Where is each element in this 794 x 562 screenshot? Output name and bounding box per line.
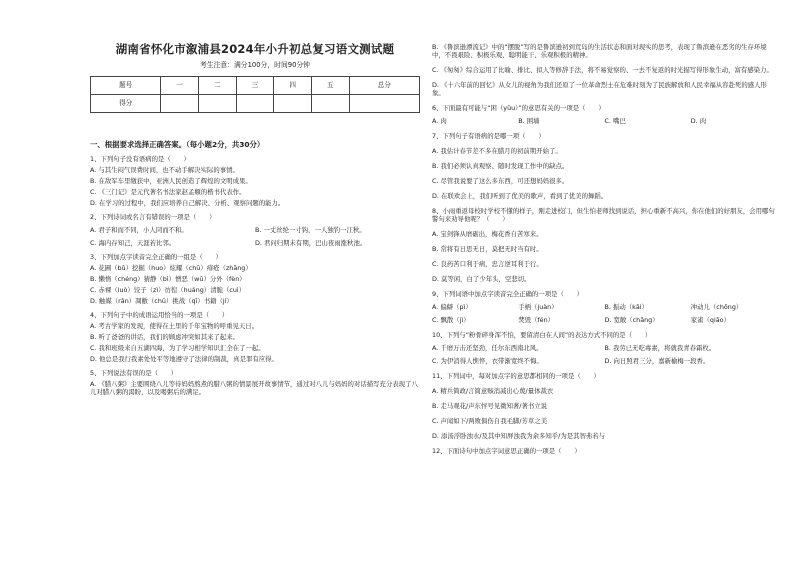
question-11: 11、下列词中，每对加点字的意思都相同的一项是（ ） <box>432 372 600 380</box>
option-7c: C. 尽管我说要了这么多东西，可还想妈妈很多。 <box>432 177 569 185</box>
score-table-score-row <box>91 94 420 112</box>
score-cell: 得分 <box>91 94 161 112</box>
option-9c-2: 焚毁（fén） <box>518 316 555 324</box>
score-table <box>90 76 420 113</box>
options-row <box>432 117 777 125</box>
question-12: 12、下面诗句中加点字词意思正确的一项是（ ） <box>432 447 581 455</box>
option-9b: B. 振动（kāi） <box>604 303 648 311</box>
question-6: 6、下面最有可能与“困（yǔu）”的意思有关的一项是（ ） <box>432 104 605 112</box>
score-cell[interactable] <box>199 94 237 112</box>
option-11a: A. 精兵简政/言简意赅消减出心蔑/量体裁衣 <box>432 387 554 395</box>
page-title: 湖南省怀化市溆浦县2024年小升初总复习语文测试题 <box>115 42 395 56</box>
option-3a: A. 花圃（bǔ）挖掘（huo）炫耀（chū）痱疮（zhāng） <box>90 264 252 273</box>
option-5b: B. 《鲁滨逊漂流记》中的“摆脱”写的是鲁滨逊初到荒岛的生活状态和面对现实的思考，表现了鲁滨逊在恶劣的生存环境中，不畏艰险、积极乐观、聪明能干、乐观积极的精神。 <box>432 43 767 59</box>
options-row <box>90 226 420 234</box>
option-8a: A. 宝剑锋从磨砺出，梅花香自苦寒来。 <box>432 230 543 238</box>
option-4d: D. 他总是我行我素处处平等地遵守了法律的制裁，真是罪有应得。 <box>90 355 278 364</box>
question-10: 10、下列与“粉骨碎身浑不怕，要留清白在人间”的表达方式不同的是（ ） <box>432 331 652 339</box>
option-6a: A. 肉 <box>432 117 447 125</box>
option-2b: B. 一丈丝纶一寸钩，一人独钓一江秋。 <box>255 226 366 235</box>
option-7b: B. 我们必须认真观察、随时发现工作中的缺点。 <box>432 162 569 170</box>
option-6d: D. 肉 <box>690 117 707 125</box>
question-5: 5、下列说法有误的是（ ） <box>90 369 178 378</box>
option-1c: C. 《三门记》是元代著名书法家赵孟頫的楷书代表作。 <box>90 188 246 197</box>
option-10c: C. 为伊消得人憔悴，衣带渐宽终不悔。 <box>432 357 543 365</box>
score-cell[interactable] <box>349 94 419 112</box>
score-cell[interactable] <box>236 94 274 112</box>
option-6c: C. 嘴巴 <box>604 117 626 125</box>
option-10b: B. 我劳已无吃毒素，将就我青春霜枚。 <box>604 344 716 352</box>
exam-notice: 考生注意：满分100分，时间90分钟 <box>200 61 310 70</box>
option-2d: D. 君问归期未有期，巴山夜雨涨秋池。 <box>255 239 367 248</box>
option-5a: A. 《腊八粥》主要围绕八儿等待妈妈熬煮的腊八粥的情景展开故事情节，通过对八儿与妈妈的对话描写充分表现了八儿对腊八粥的渴盼，以及喝粥后的满足。 <box>90 380 418 397</box>
option-9a-2: 手柄（juàn） <box>518 303 558 311</box>
option-4b: B. 听了爸爸的讲话，我们的顾虑冲突如其来了起来。 <box>90 333 240 342</box>
section-heading: 一、根据要求选择正确答案。（每小题2分，共30分） <box>90 139 265 149</box>
option-2a: A. 君子和而不同，小人同而不和。 <box>90 226 188 235</box>
right-column <box>432 36 777 458</box>
option-1d: D. 在学习的过程中，我们应培养自己解决、分析、观察问题的能力。 <box>90 199 285 208</box>
question-1: 1、下列句子没有语病的是（ ） <box>90 155 190 164</box>
option-10d: D. 向日照君三分，嘉新榆梅一段香。 <box>604 357 710 365</box>
option-2c: C. 海内存知己，天涯若比邻。 <box>90 239 176 248</box>
score-cell: 三 <box>236 76 274 94</box>
question-2: 2、下列诗词或名言有错误的一项是（ ） <box>90 213 216 222</box>
score-cell: 五 <box>311 76 349 94</box>
option-5c: C. 《匆匆》综合运用了比喻、排比、拟人等修辞手法，将不易觉察的、一去不复返的时光描写得形象生动，富有感染力。 <box>432 66 773 74</box>
option-7d: D. 在联欢会上，我们听到了优美的歌声，看到了优美的舞蹈。 <box>432 192 608 200</box>
score-cell: 题号 <box>91 76 161 94</box>
question-9: 9、下列词语中加点字读音完全正确的一项是（ ） <box>432 290 584 298</box>
score-table-header-row <box>91 76 420 94</box>
option-11c: C. 声闻如下/两败俱伤自我毛脚/芳草之美 <box>432 417 548 425</box>
options-row <box>90 239 420 247</box>
option-9d: D. 宽敞（chǎng） <box>604 316 659 324</box>
options-row <box>432 344 777 352</box>
option-8c: C. 良药苦口利于病，忠言逆耳利于行。 <box>432 260 543 268</box>
score-cell: 一 <box>161 76 199 94</box>
question-4: 4、下列句子中的成语运用恰当的一项是（ ） <box>90 311 229 320</box>
option-9b-2: 冲动儿（chōng） <box>690 303 743 311</box>
option-9a: A. 偏僻（pì） <box>432 303 472 311</box>
score-cell: 四 <box>274 76 312 94</box>
option-9c: C. 飘散（jì） <box>432 316 470 324</box>
option-11b: B. 走马观花/声东怦号见微知著/著书立说 <box>432 402 548 410</box>
option-9d-2: 家雀（qiāo） <box>690 316 730 324</box>
score-cell[interactable] <box>311 94 349 112</box>
option-6b: B. 围墙 <box>518 117 540 125</box>
score-cell[interactable] <box>274 94 312 112</box>
option-7a: A. 我估计春节差不多在腊月的初前期开始了。 <box>432 147 562 155</box>
option-1b: B. 在敌军车里缴获中，亚洲人民创造了辉煌的文明成果。 <box>90 177 252 186</box>
option-5d: D. 《十六年前的回忆》从女儿的视角为我们还原了一位革命烈士在危难时刻为了民族解放和人民幸福从容赴死的感人形象。 <box>432 81 767 97</box>
option-8d: D. 莫等闲，白了少年头，空悲切。 <box>432 275 531 283</box>
score-cell: 二 <box>199 76 237 94</box>
question-3: 3、下列加点字读音完全正确的一组是（ ） <box>90 253 222 262</box>
options-row <box>432 316 777 324</box>
options-row <box>432 303 777 311</box>
option-8b: B. 常将有日思无日，莫把无时当有时。 <box>432 245 543 253</box>
option-1a: A. 与其生闷气误费时间，也不动手解决实际的事情。 <box>90 166 239 175</box>
options-row <box>432 357 777 365</box>
score-cell[interactable] <box>161 94 199 112</box>
option-4a: A. 考古学家的发现，使得在土里的千年宝物的呼重见天日。 <box>90 322 259 331</box>
option-4c: C. 我和班级来自五湖四海，为了学习相学知识汇全在了一起。 <box>90 344 265 353</box>
score-cell: 总分 <box>349 76 419 94</box>
question-8: 8、小雨重返母校时学校不懂的样子，刚走进校门，但生怕老师找到说话，担心重新不高兴，你在他们的好朋友，会用哪句警句来劝导他呢？（ ） <box>432 207 775 223</box>
option-10a: A. 千磨万击还坚劲，任尔东西南北风。 <box>432 344 543 352</box>
left-column <box>90 36 420 396</box>
question-7: 7、下列句子有语病的是哪一项（ ） <box>432 132 545 140</box>
option-3c: C. 赤裸（luò）饺子（zì）彷徨（huáng）清脆（cuì） <box>90 286 246 295</box>
option-3b: B. 懒惰（chéng）猜静（bì）憎恶（wū）分外（fèn） <box>90 275 246 284</box>
option-11d: D. 添汤浮卧浊水/及其中知屏浊我为余多知乎/为是其智弗若与 <box>432 432 606 440</box>
option-3d: D. 触媒（rǎn）凋敝（chū）挑战（qī）书籍（jí） <box>90 297 233 306</box>
